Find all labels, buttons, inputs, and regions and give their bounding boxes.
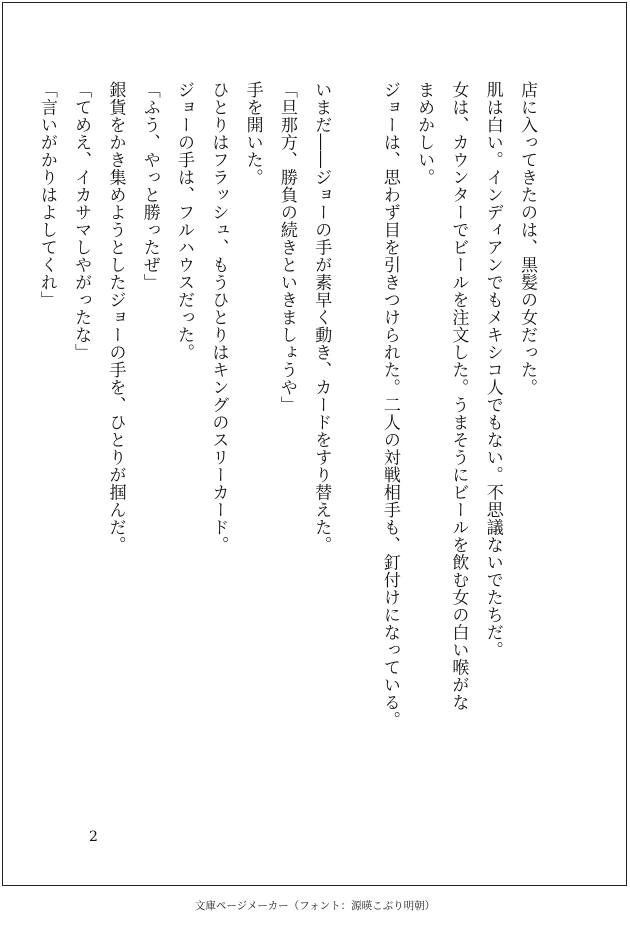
text-line: 「言いがかりはよしてくれ」 — [36, 81, 57, 309]
text-line: 「てめえ、イカサマしやがったな」 — [71, 81, 92, 361]
page-number: 2 — [89, 829, 98, 845]
text-line: ひとりはフラッシュ、もうひとりはキングのスリーカード。 — [208, 81, 229, 554]
text-line: 肌は白い。インディアンでもメキシコ人でもない。不思議ないでたちだ。 — [482, 81, 503, 659]
text-line: いまだ――ジョーの手が素早く動き、カードをすり替えた。 — [311, 81, 332, 554]
text-line: 銀貨をかき集めようとしたジョーの手を、ひとりが掴んだ。 — [105, 81, 126, 554]
text-line: 「ふう、やっと勝ったぜ」 — [139, 81, 160, 291]
text-line: 女は、カウンターでビールを注文した。うまそうにビールを飲む女の白い喉がな — [448, 81, 469, 711]
text-line: ジョーの手は、フルハウスだった。 — [174, 81, 195, 361]
book-page — [2, 2, 627, 886]
footer-credit: 文庫ページメーカー（フォント：源暎こぶり明朝） — [194, 900, 436, 912]
text-line: 手を開いた。 — [242, 81, 263, 186]
text-line: まめかしい。 — [414, 81, 435, 186]
blank-line — [338, 81, 372, 821]
vertical-body-text — [30, 81, 544, 821]
text-line: 「旦那方、勝負の続きといきましょうや」 — [276, 81, 297, 414]
text-line: 店に入ってきたのは、黒髪の女だった。 — [517, 81, 537, 396]
text-line: ジョーは、思わず目を引きつけられた。二人の対戦相手も、釘付けになっている。 — [379, 81, 400, 729]
